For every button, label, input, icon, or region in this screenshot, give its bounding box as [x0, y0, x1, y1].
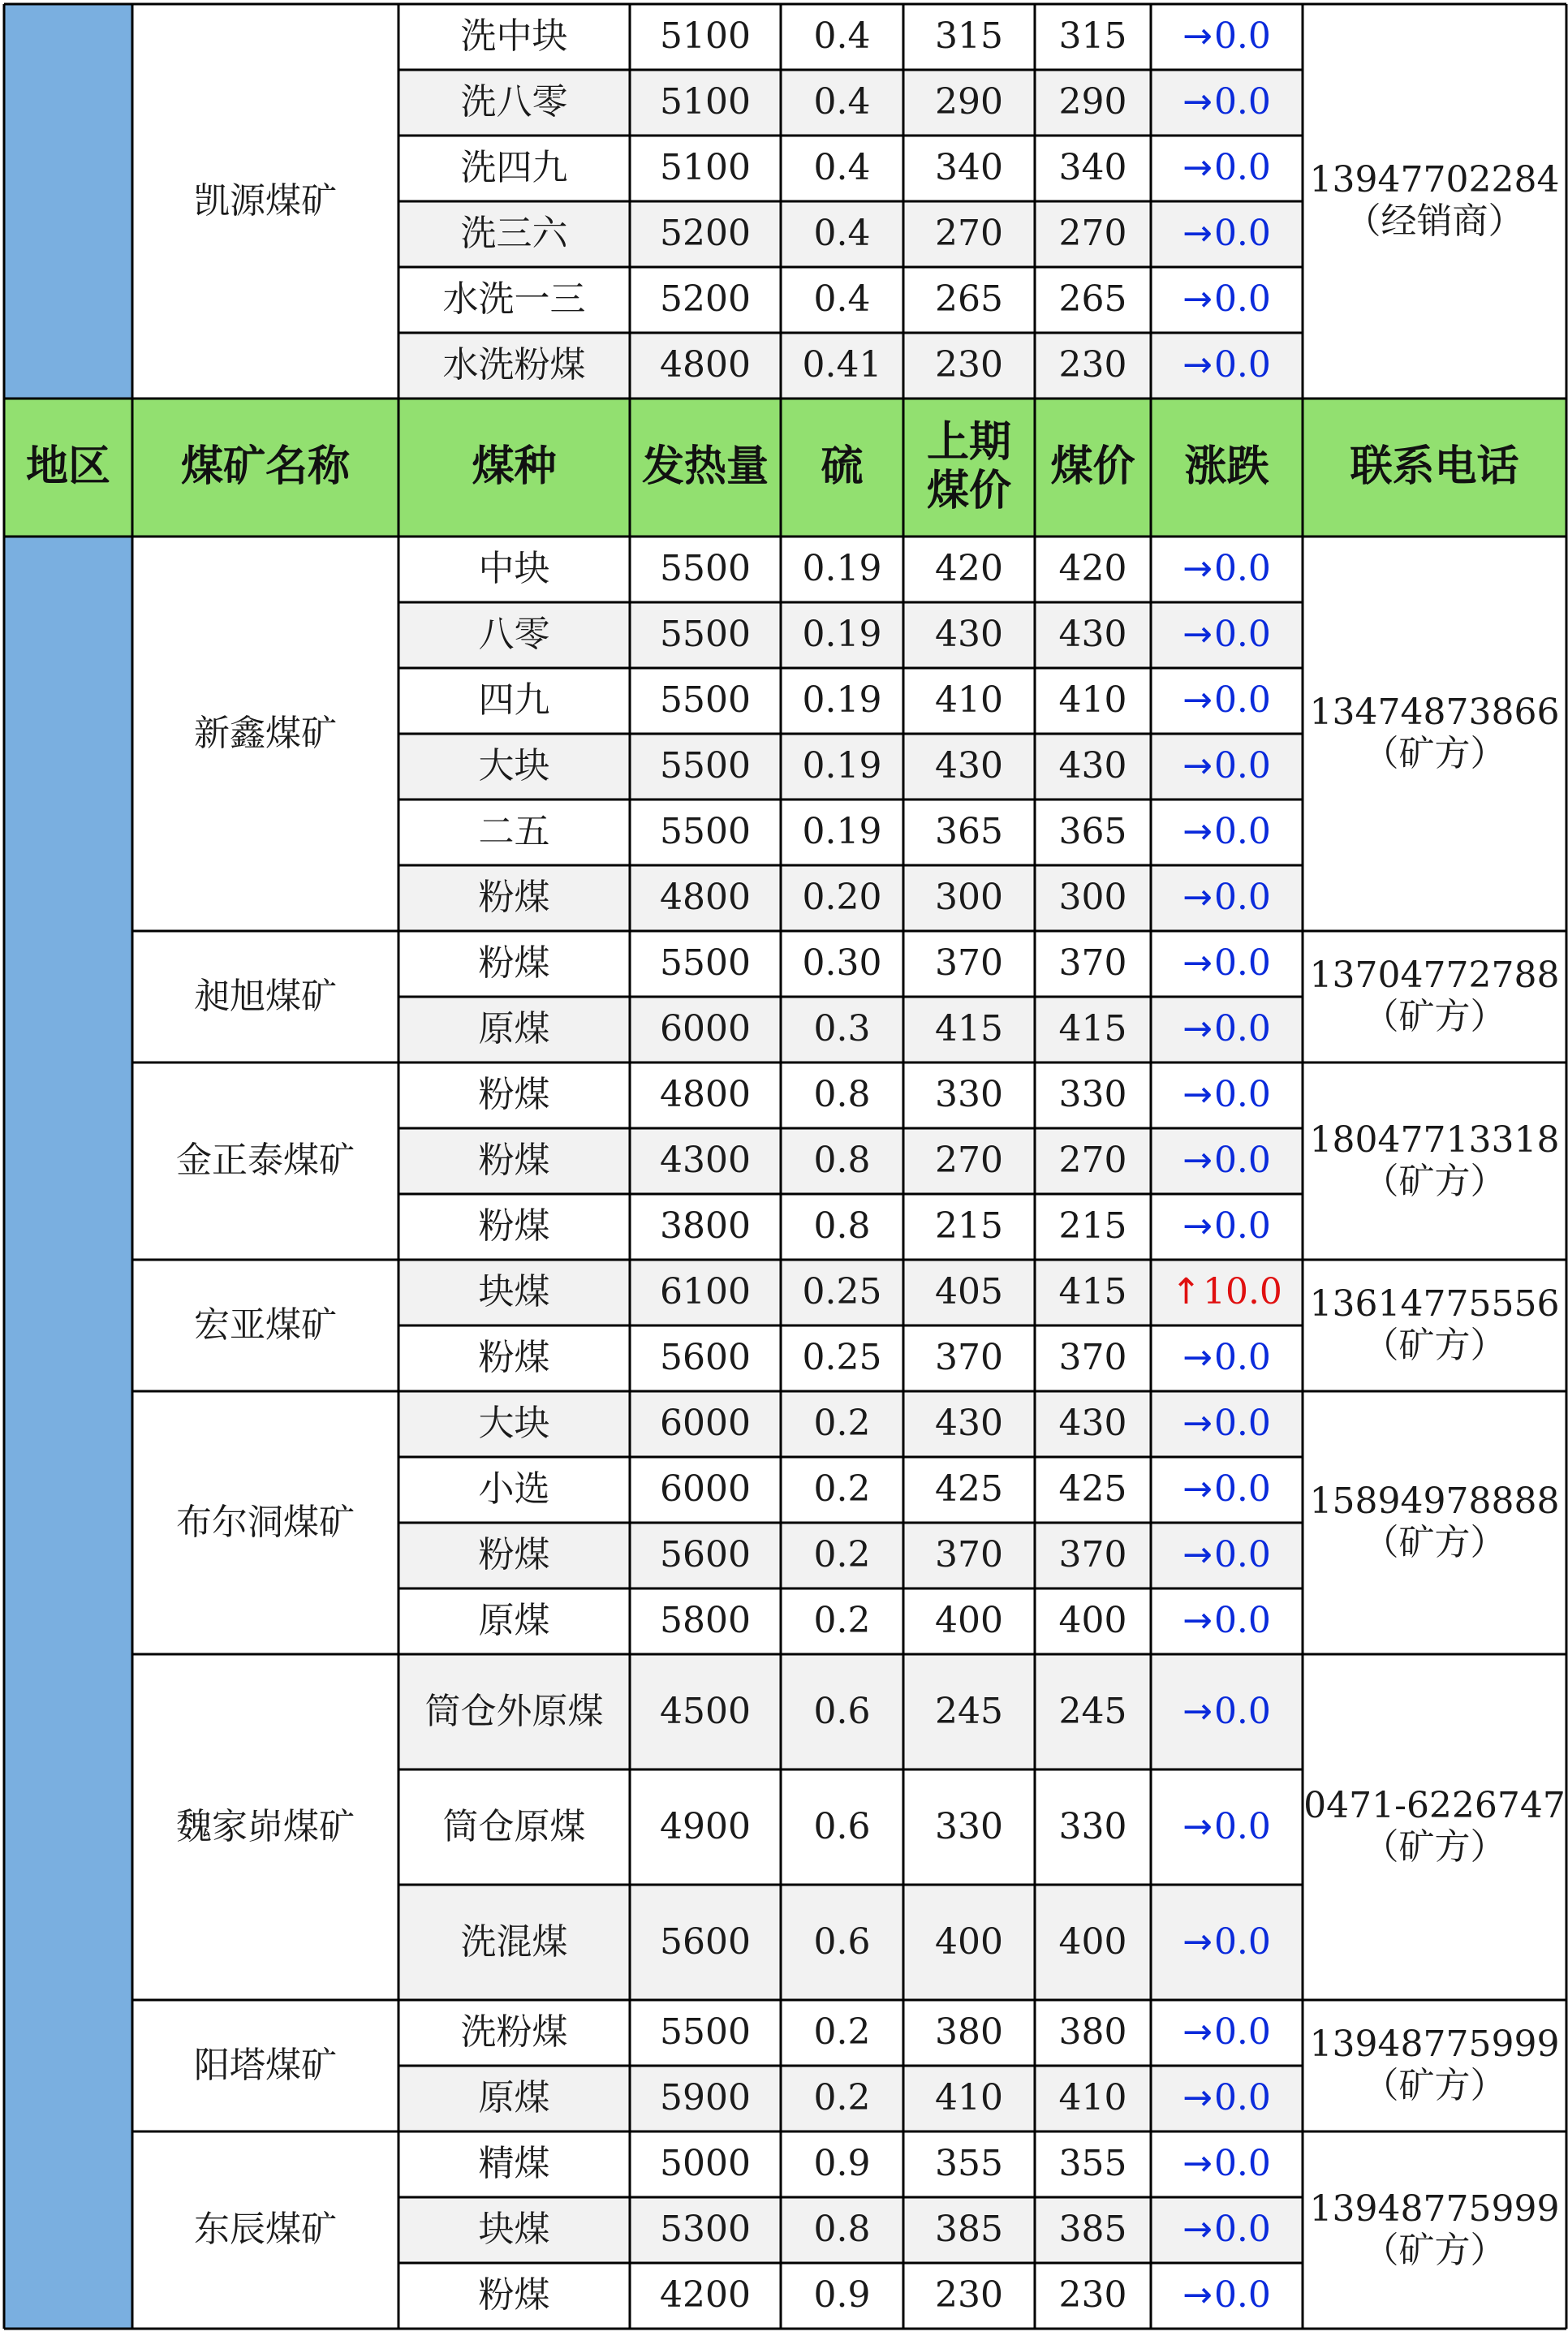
price-change: [1151, 1588, 1303, 1654]
sulfur-content: 0.25: [781, 1325, 903, 1391]
price-change-value: 0.0: [1213, 278, 1271, 321]
current-price: 340: [1035, 136, 1151, 201]
current-price: 430: [1035, 1391, 1151, 1457]
current-price: 415: [1035, 1260, 1151, 1325]
sulfur-content: 0.4: [781, 4, 903, 70]
sulfur-content: 0.8: [781, 2197, 903, 2263]
calorific-value: 5100: [630, 70, 781, 136]
price-change: [1151, 1325, 1303, 1391]
calorific-value: 5100: [630, 136, 781, 201]
previous-price: 425: [903, 1457, 1035, 1523]
header-previous-price: [903, 399, 1035, 537]
mine-name: 新鑫煤矿: [132, 537, 398, 931]
current-price: 215: [1035, 1194, 1151, 1260]
price-change-value: 0.0: [1213, 811, 1271, 853]
current-price: 430: [1035, 602, 1151, 668]
calorific-value: 5100: [630, 4, 781, 70]
sulfur-content: 0.9: [781, 2131, 903, 2197]
coal-type: 洗四九: [398, 136, 630, 201]
previous-price: 420: [903, 537, 1035, 602]
coal-type: 水洗粉煤: [398, 333, 630, 399]
mine-name: 东辰煤矿: [132, 2131, 398, 2329]
right-arrow-icon: →: [1182, 614, 1213, 656]
coal-type: 粉煤: [398, 1062, 630, 1128]
mine-name: 金正泰煤矿: [132, 1062, 398, 1260]
previous-price: 330: [903, 1769, 1035, 1885]
previous-price: 270: [903, 201, 1035, 267]
right-arrow-icon: →: [1182, 1337, 1213, 1379]
current-price: 355: [1035, 2131, 1151, 2197]
price-change-value: 10.0: [1202, 1271, 1282, 1313]
right-arrow-icon: →: [1182, 811, 1213, 853]
coal-type: 洗三六: [398, 201, 630, 267]
contact-phone-number: 13948775999: [1309, 2024, 1560, 2066]
current-price: 415: [1035, 997, 1151, 1062]
current-price: 265: [1035, 267, 1151, 333]
price-change: [1151, 2197, 1303, 2263]
mine-name: 凯源煤矿: [132, 4, 398, 399]
previous-price: 410: [903, 2066, 1035, 2131]
price-change-value: 0.0: [1213, 614, 1271, 656]
previous-price: 300: [903, 865, 1035, 931]
sulfur-content: 0.8: [781, 1062, 903, 1128]
previous-price: 405: [903, 1260, 1035, 1325]
contact-phone-number: 15894978888: [1309, 1480, 1560, 1523]
contact-role: （矿方）: [1363, 1160, 1506, 1202]
mine-name: 魏家峁煤矿: [132, 1654, 398, 2000]
previous-price: 370: [903, 931, 1035, 997]
sulfur-content: 0.19: [781, 668, 903, 734]
contact-phone: [1303, 1260, 1566, 1391]
calorific-value: 4900: [630, 1769, 781, 1885]
contact-role: （矿方）: [1363, 2065, 1506, 2106]
contact-phone: [1303, 4, 1566, 399]
sulfur-content: 0.25: [781, 1260, 903, 1325]
header-mine-name: 煤矿名称: [132, 399, 398, 537]
previous-price: 380: [903, 2000, 1035, 2066]
header-region: 地区: [4, 399, 132, 537]
coal-type: 八零: [398, 602, 630, 668]
calorific-value: 4800: [630, 865, 781, 931]
calorific-value: 5200: [630, 201, 781, 267]
price-change-value: 0.0: [1213, 81, 1271, 123]
contact-phone-number: 13948775999: [1309, 2187, 1560, 2230]
mine-name: 昶旭煤矿: [132, 931, 398, 1062]
right-arrow-icon: →: [1182, 679, 1213, 722]
price-change: [1151, 997, 1303, 1062]
header-coal-type: 煤种: [398, 399, 630, 537]
current-price: 400: [1035, 1588, 1151, 1654]
contact-role: （经销商）: [1345, 200, 1524, 242]
mine-name: 布尔洞煤矿: [132, 1391, 398, 1654]
sulfur-content: 0.30: [781, 931, 903, 997]
contact-role: （矿方）: [1363, 1522, 1506, 1563]
price-change-value: 0.0: [1213, 548, 1271, 590]
sulfur-content: 0.3: [781, 997, 903, 1062]
calorific-value: 5000: [630, 2131, 781, 2197]
right-arrow-icon: →: [1182, 2011, 1213, 2054]
coal-type: 原煤: [398, 997, 630, 1062]
price-change-value: 0.0: [1213, 1337, 1271, 1379]
price-change: [1151, 1062, 1303, 1128]
calorific-value: 3800: [630, 1194, 781, 1260]
contact-role: （矿方）: [1363, 2229, 1506, 2271]
current-price: 270: [1035, 1128, 1151, 1194]
previous-price: 430: [903, 1391, 1035, 1457]
header-price: 煤价: [1035, 399, 1151, 537]
right-arrow-icon: →: [1182, 2209, 1213, 2251]
previous-price: 400: [903, 1885, 1035, 2000]
price-change: [1151, 602, 1303, 668]
calorific-value: 6000: [630, 1391, 781, 1457]
right-arrow-icon: →: [1182, 2077, 1213, 2119]
coal-type: 二五: [398, 799, 630, 865]
contact-phone: [1303, 931, 1566, 1062]
current-price: 230: [1035, 333, 1151, 399]
current-price: 270: [1035, 201, 1151, 267]
previous-price: 315: [903, 4, 1035, 70]
calorific-value: 6100: [630, 1260, 781, 1325]
previous-price: 270: [903, 1128, 1035, 1194]
current-price: 380: [1035, 2000, 1151, 2066]
price-change: [1151, 668, 1303, 734]
price-change-value: 0.0: [1213, 2077, 1271, 2119]
right-arrow-icon: →: [1182, 213, 1213, 255]
current-price: 290: [1035, 70, 1151, 136]
right-arrow-icon: →: [1182, 1690, 1213, 1732]
calorific-value: 5900: [630, 2066, 781, 2131]
right-arrow-icon: →: [1182, 278, 1213, 321]
header-change: 涨跌: [1151, 399, 1303, 537]
price-change: [1151, 799, 1303, 865]
price-change-value: 0.0: [1213, 1920, 1271, 1963]
sulfur-content: 0.2: [781, 1523, 903, 1588]
current-price: 330: [1035, 1062, 1151, 1128]
coal-type: 中块: [398, 537, 630, 602]
sulfur-content: 0.19: [781, 602, 903, 668]
previous-price: 410: [903, 668, 1035, 734]
contact-phone-number: 18047713318: [1309, 1118, 1560, 1161]
coal-type: 洗混煤: [398, 1885, 630, 2000]
calorific-value: 5500: [630, 799, 781, 865]
current-price: 430: [1035, 734, 1151, 799]
current-price: 410: [1035, 668, 1151, 734]
price-change: [1151, 1391, 1303, 1457]
price-change-value: 0.0: [1213, 213, 1271, 255]
current-price: 370: [1035, 1523, 1151, 1588]
contact-phone: [1303, 537, 1566, 931]
coal-type: 四九: [398, 668, 630, 734]
price-change: [1151, 1769, 1303, 1885]
price-change-value: 0.0: [1213, 1468, 1271, 1511]
price-change: [1151, 4, 1303, 70]
sulfur-content: 0.41: [781, 333, 903, 399]
right-arrow-icon: →: [1182, 1468, 1213, 1511]
contact-role: （矿方）: [1363, 996, 1506, 1037]
coal-type: 粉煤: [398, 931, 630, 997]
contact-phone: [1303, 1391, 1566, 1654]
current-price: 370: [1035, 931, 1151, 997]
calorific-value: 4300: [630, 1128, 781, 1194]
right-arrow-icon: →: [1182, 81, 1213, 123]
previous-price: 370: [903, 1325, 1035, 1391]
right-arrow-icon: →: [1182, 1140, 1213, 1182]
price-change-value: 0.0: [1213, 2274, 1271, 2317]
coal-type: 粉煤: [398, 1325, 630, 1391]
previous-price: 265: [903, 267, 1035, 333]
right-arrow-icon: →: [1182, 1205, 1213, 1248]
coal-type: 粉煤: [398, 1194, 630, 1260]
previous-price: 290: [903, 70, 1035, 136]
coal-type: 精煤: [398, 2131, 630, 2197]
price-change: [1151, 1523, 1303, 1588]
right-arrow-icon: →: [1182, 548, 1213, 590]
sulfur-content: 0.8: [781, 1194, 903, 1260]
price-change-value: 0.0: [1213, 15, 1271, 58]
coal-type: 粉煤: [398, 2263, 630, 2329]
coal-type: 原煤: [398, 1588, 630, 1654]
calorific-value: 5500: [630, 602, 781, 668]
previous-price: 215: [903, 1194, 1035, 1260]
right-arrow-icon: →: [1182, 1403, 1213, 1445]
sulfur-content: 0.19: [781, 537, 903, 602]
calorific-value: 4800: [630, 1062, 781, 1128]
right-arrow-icon: →: [1182, 1600, 1213, 1642]
right-arrow-icon: →: [1182, 1008, 1213, 1050]
previous-price: 370: [903, 1523, 1035, 1588]
header-previous-price-line2: 煤价: [926, 467, 1011, 515]
coal-type: 粉煤: [398, 1523, 630, 1588]
price-change: [1151, 2131, 1303, 2197]
price-change: [1151, 2263, 1303, 2329]
contact-phone-number: 13474873866: [1309, 692, 1560, 734]
price-change: [1151, 1194, 1303, 1260]
previous-price: 365: [903, 799, 1035, 865]
current-price: 365: [1035, 799, 1151, 865]
calorific-value: 5500: [630, 2000, 781, 2066]
price-change-value: 0.0: [1213, 877, 1271, 919]
current-price: 410: [1035, 2066, 1151, 2131]
calorific-value: 5600: [630, 1325, 781, 1391]
price-change-value: 0.0: [1213, 1690, 1271, 1732]
sulfur-content: 0.2: [781, 2066, 903, 2131]
header-calorific: 发热量: [630, 399, 781, 537]
price-change: [1151, 1128, 1303, 1194]
calorific-value: 4500: [630, 1654, 781, 1769]
contact-phone-number: 13704772788: [1309, 955, 1560, 997]
price-change-value: 0.0: [1213, 1534, 1271, 1576]
sulfur-content: 0.6: [781, 1885, 903, 2000]
current-price: 370: [1035, 1325, 1151, 1391]
current-price: 400: [1035, 1885, 1151, 2000]
calorific-value: 5800: [630, 1588, 781, 1654]
sulfur-content: 0.6: [781, 1654, 903, 1769]
price-change: [1151, 136, 1303, 201]
price-change-value: 0.0: [1213, 1205, 1271, 1248]
sulfur-content: 0.2: [781, 2000, 903, 2066]
right-arrow-icon: →: [1182, 877, 1213, 919]
price-change-value: 0.0: [1213, 2209, 1271, 2251]
previous-price: 385: [903, 2197, 1035, 2263]
calorific-value: 5500: [630, 537, 781, 602]
price-change: [1151, 931, 1303, 997]
price-change: [1151, 734, 1303, 799]
contact-phone-number: 13614775556: [1309, 1283, 1560, 1325]
coal-type: 洗中块: [398, 4, 630, 70]
calorific-value: 5500: [630, 931, 781, 997]
previous-price: 430: [903, 734, 1035, 799]
contact-role: （矿方）: [1363, 1325, 1506, 1366]
coal-type: 洗粉煤: [398, 2000, 630, 2066]
sulfur-content: 0.4: [781, 267, 903, 333]
coal-type: 筒仓原煤: [398, 1769, 630, 1885]
right-arrow-icon: →: [1182, 1805, 1213, 1847]
previous-price: 340: [903, 136, 1035, 201]
sulfur-content: 0.9: [781, 2263, 903, 2329]
sulfur-content: 0.19: [781, 799, 903, 865]
price-change-value: 0.0: [1213, 942, 1271, 985]
price-change-value: 0.0: [1213, 679, 1271, 722]
right-arrow-icon: →: [1182, 2143, 1213, 2185]
coal-type: 粉煤: [398, 1128, 630, 1194]
price-change-value: 0.0: [1213, 745, 1271, 787]
current-price: 425: [1035, 1457, 1151, 1523]
current-price: 315: [1035, 4, 1151, 70]
sulfur-content: 0.2: [781, 1391, 903, 1457]
right-arrow-icon: →: [1182, 1920, 1213, 1963]
calorific-value: 5200: [630, 267, 781, 333]
price-change-value: 0.0: [1213, 1008, 1271, 1050]
price-change: [1151, 333, 1303, 399]
sulfur-content: 0.4: [781, 201, 903, 267]
price-change-value: 0.0: [1213, 1074, 1271, 1116]
price-change-value: 0.0: [1213, 2011, 1271, 2054]
header-sulfur: 硫: [781, 399, 903, 537]
price-change: [1151, 267, 1303, 333]
calorific-value: 5300: [630, 2197, 781, 2263]
right-arrow-icon: →: [1182, 15, 1213, 58]
right-arrow-icon: →: [1182, 2274, 1213, 2317]
sulfur-content: 0.6: [781, 1769, 903, 1885]
price-change: [1151, 1260, 1303, 1325]
calorific-value: 6000: [630, 1457, 781, 1523]
contact-phone: [1303, 1062, 1566, 1260]
previous-price: 245: [903, 1654, 1035, 1769]
coal-type: 筒仓外原煤: [398, 1654, 630, 1769]
calorific-value: 4200: [630, 2263, 781, 2329]
price-change: [1151, 865, 1303, 931]
contact-role: （矿方）: [1363, 1826, 1506, 1868]
header-previous-price-line1: 上期: [926, 418, 1011, 468]
price-change: [1151, 1885, 1303, 2000]
previous-price: 330: [903, 1062, 1035, 1128]
current-price: 300: [1035, 865, 1151, 931]
price-change: [1151, 1654, 1303, 1769]
calorific-value: 5500: [630, 734, 781, 799]
current-price: 330: [1035, 1769, 1151, 1885]
sulfur-content: 0.8: [781, 1128, 903, 1194]
current-price: 420: [1035, 537, 1151, 602]
region-cell: [4, 4, 132, 399]
calorific-value: 4800: [630, 333, 781, 399]
mine-name: 阳塔煤矿: [132, 2000, 398, 2131]
coal-type: 水洗一三: [398, 267, 630, 333]
sulfur-content: 0.4: [781, 70, 903, 136]
calorific-value: 6000: [630, 997, 781, 1062]
header-contact: 联系电话: [1303, 399, 1566, 537]
previous-price: 230: [903, 2263, 1035, 2329]
price-change-value: 0.0: [1213, 344, 1271, 386]
price-change: [1151, 537, 1303, 602]
right-arrow-icon: →: [1182, 942, 1213, 985]
mine-name: 宏亚煤矿: [132, 1260, 398, 1391]
price-change: [1151, 1457, 1303, 1523]
price-change-value: 0.0: [1213, 1600, 1271, 1642]
calorific-value: 5600: [630, 1885, 781, 2000]
sulfur-content: 0.2: [781, 1457, 903, 1523]
contact-phone: [1303, 2131, 1566, 2329]
right-arrow-icon: →: [1182, 1534, 1213, 1576]
previous-price: 230: [903, 333, 1035, 399]
sulfur-content: 0.4: [781, 136, 903, 201]
previous-price: 415: [903, 997, 1035, 1062]
price-change: [1151, 70, 1303, 136]
right-arrow-icon: →: [1182, 745, 1213, 787]
previous-price: 400: [903, 1588, 1035, 1654]
contact-phone: [1303, 2000, 1566, 2131]
price-change: [1151, 2066, 1303, 2131]
right-arrow-icon: →: [1182, 147, 1213, 189]
sulfur-content: 0.20: [781, 865, 903, 931]
coal-type: 块煤: [398, 2197, 630, 2263]
right-arrow-icon: →: [1182, 1074, 1213, 1116]
coal-type: 小选: [398, 1457, 630, 1523]
right-arrow-icon: →: [1182, 344, 1213, 386]
sulfur-content: 0.19: [781, 734, 903, 799]
price-change: [1151, 2000, 1303, 2066]
up-arrow-icon: ↑: [1171, 1271, 1201, 1313]
sulfur-content: 0.2: [781, 1588, 903, 1654]
current-price: 385: [1035, 2197, 1151, 2263]
previous-price: 430: [903, 602, 1035, 668]
calorific-value: 5600: [630, 1523, 781, 1588]
coal-type: 原煤: [398, 2066, 630, 2131]
price-change-value: 0.0: [1213, 147, 1271, 189]
price-change-value: 0.0: [1213, 2143, 1271, 2185]
coal-type: 大块: [398, 1391, 630, 1457]
price-change-value: 0.0: [1213, 1403, 1271, 1445]
current-price: 230: [1035, 2263, 1151, 2329]
region-cell: [4, 537, 132, 2329]
coal-type: 粉煤: [398, 865, 630, 931]
price-change-value: 0.0: [1213, 1805, 1271, 1847]
coal-type: 块煤: [398, 1260, 630, 1325]
coal-type: 洗八零: [398, 70, 630, 136]
contact-phone: [1303, 1654, 1566, 2000]
calorific-value: 5500: [630, 668, 781, 734]
price-change-value: 0.0: [1213, 1140, 1271, 1182]
contact-role: （矿方）: [1363, 733, 1506, 774]
contact-phone-number: 0471-6226747: [1303, 1785, 1566, 1827]
current-price: 245: [1035, 1654, 1151, 1769]
coal-type: 大块: [398, 734, 630, 799]
price-change: [1151, 201, 1303, 267]
contact-phone-number: 13947702284: [1309, 159, 1560, 201]
previous-price: 355: [903, 2131, 1035, 2197]
